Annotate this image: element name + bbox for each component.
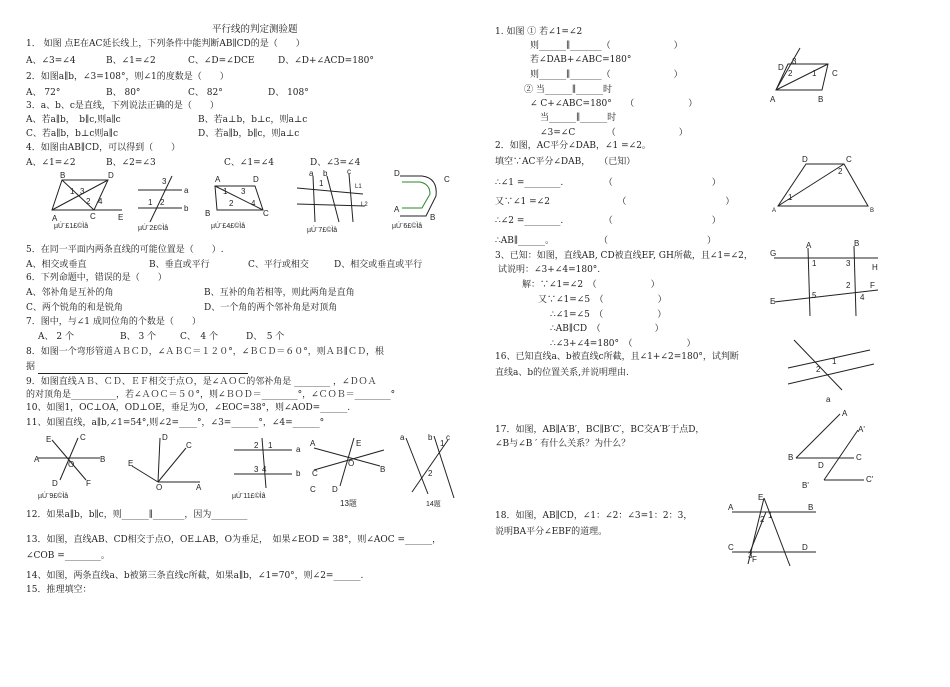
r3-line-2: 试说明：∠3+∠4=180°. — [498, 265, 601, 275]
q1-option-a: A、∠3=∠4 — [26, 56, 76, 66]
svg-text:C: C — [728, 543, 734, 552]
svg-text:C: C — [263, 209, 269, 218]
svg-text:2: 2 — [816, 365, 821, 374]
svg-text:1: 1 — [148, 198, 153, 207]
svg-text:3: 3 — [80, 187, 85, 196]
svg-text:3: 3 — [162, 177, 167, 186]
svg-text:B: B — [430, 213, 436, 222]
svg-text:A: A — [772, 208, 777, 214]
svg-text:L1: L1 — [355, 184, 362, 190]
svg-text:2: 2 — [229, 199, 234, 208]
r-question-16-line-2: 直线a、b的位置关系,并说明理由. — [495, 368, 629, 378]
q5-option-b: B、垂直或平行 — [149, 260, 210, 270]
q1-option-c: C、∠D=∠DCE — [188, 56, 255, 66]
r3-line-5: ∴∠1=∠5 （ ） — [550, 310, 667, 320]
figure-q8-bent-pipe — [392, 168, 460, 234]
svg-text:O: O — [156, 483, 163, 492]
figure-q4-parallelogram — [203, 172, 273, 234]
svg-text:H: H — [872, 263, 878, 272]
q4-option-a: A、∠1=∠2 — [26, 158, 76, 168]
svg-text:B: B — [870, 208, 875, 214]
caption-fig-3: µÚ¨£4£©Ìâ — [211, 223, 246, 230]
q3-option-a: A、若a∥b， b∥c,则a∥c — [26, 115, 121, 125]
question-2: 2．如图a∥b，∠3=108°，则∠1的度数是（ ） — [26, 72, 229, 82]
caption-fig-8: µÚ¨11£©Ìâ — [232, 493, 266, 500]
r1-line-4: 则______∥_______（ ） — [530, 70, 683, 80]
r-question-18-line-2: 说明BA平分∠EBF的道理。 — [495, 527, 608, 537]
question-1: 1． 如图 点E在AC延长线上，下列条件中能判断AB∥CD的是（ ） — [26, 39, 305, 49]
svg-text:a: a — [184, 186, 189, 195]
svg-text:B: B — [205, 209, 211, 218]
q7-option-b: B、 3 个 — [120, 332, 157, 342]
svg-text:A: A — [806, 241, 812, 250]
r1-line-6: ∠ C+∠ABC=180° （ ） — [530, 99, 698, 109]
svg-text:a: a — [400, 433, 405, 442]
caption-fig-2: µÚ¨2£©Ìâ — [138, 225, 169, 232]
svg-text:c: c — [347, 167, 351, 176]
svg-text:2: 2 — [86, 197, 91, 206]
r2-line-5: ∴∠2 =________. （ ） — [495, 216, 721, 226]
r2-line-6: ∴AB∥______。 （ ） — [495, 236, 716, 246]
question-14: 14、如图，两条直线a、b被第三条直线c所截，如果a∥b，∠1=70°，则∠2=______. — [26, 571, 364, 581]
svg-text:1: 1 — [812, 259, 817, 268]
svg-text:3: 3 — [241, 187, 246, 196]
svg-text:F: F — [870, 281, 875, 290]
q3-option-d: D、若a∥b，b∥c，则a⊥c — [198, 129, 300, 139]
svg-text:a: a — [826, 395, 831, 404]
svg-text:1: 1 — [268, 441, 273, 450]
svg-text:1: 1 — [223, 187, 228, 196]
q3-option-c: C、若a∥b，b⊥c则a∥c — [26, 129, 118, 139]
figure-q13-intersecting-lines — [310, 436, 390, 508]
figure-q2-parallel-lines — [136, 172, 204, 234]
figure-q10-rays — [128, 432, 204, 492]
question-10: 10、如图1，OC⊥OA，OD⊥OE，垂足为O，∠EOC=38°，则∠AOD=______. — [26, 403, 351, 413]
r-question-17-line-2: ∠B与∠B ′ 有什么关系？为什么？ — [495, 439, 631, 449]
figure-r18-angle-bisector — [728, 494, 824, 570]
figure-q1-parallelogram — [50, 172, 130, 234]
svg-text:4: 4 — [251, 199, 256, 208]
question-13-line-2: ∠COB =________。 — [26, 551, 110, 561]
figure-q11-parallel-lines — [232, 434, 312, 502]
svg-text:C': C' — [866, 475, 874, 484]
question-9-line-1: 9．如图直线ＡＢ、ＣＤ、ＥＦ相交于点Ｏ，是∠ＡＯＣ的邻补角是 ________ ，∠ＤＯＡ — [26, 377, 377, 387]
svg-text:B: B — [854, 239, 860, 248]
figure-q9-intersecting-lines — [34, 434, 110, 502]
svg-text:D: D — [162, 433, 168, 442]
svg-text:E: E — [770, 297, 776, 306]
q4-option-b: B、∠2=∠3 — [106, 158, 156, 168]
svg-text:D: D — [778, 63, 784, 72]
question-4: 4．如图由AB∥CD，可以得到（ ） — [26, 143, 181, 153]
r1-line-5: ② 当______∥______时 — [524, 85, 613, 95]
question-11: 11、如图直线，a∥b,∠1=54°,则∠2=____°，∠3=______°，∠4=______° — [26, 418, 325, 428]
svg-text:E: E — [356, 439, 362, 448]
svg-text:A: A — [52, 214, 58, 223]
svg-text:2: 2 — [254, 441, 259, 450]
page-title: 平行线的判定测验题 — [212, 24, 298, 35]
svg-text:B: B — [380, 465, 386, 474]
svg-text:1: 1 — [319, 179, 324, 188]
svg-text:C: C — [444, 175, 450, 184]
q8-answer-blank[interactable] — [38, 373, 248, 374]
svg-text:C: C — [856, 453, 862, 462]
r-question-16-line-1: 16、已知直线a、b被直线c所截，且∠1+∠2=180°，试判断 — [495, 352, 739, 362]
svg-text:B: B — [100, 455, 106, 464]
r3-line-3: 解：∵∠1=∠2 （ ） — [522, 280, 660, 290]
svg-text:E: E — [758, 493, 764, 502]
svg-text:a: a — [296, 445, 301, 454]
caption-fig-1: µÚ¨£1£©Ìâ — [54, 223, 89, 230]
svg-text:O: O — [348, 459, 355, 468]
svg-text:E: E — [46, 435, 52, 444]
svg-text:4: 4 — [860, 293, 865, 302]
svg-text:A: A — [770, 95, 776, 104]
svg-text:1: 1 — [440, 439, 445, 448]
q3-option-b: B、若a⊥b，b⊥c，则a⊥c — [198, 115, 308, 125]
q5-option-a: A、相交或垂直 — [26, 260, 87, 270]
svg-text:4: 4 — [98, 197, 103, 206]
svg-text:A: A — [196, 483, 202, 492]
question-9-line-2: 的对顶角是__________，若∠ＡＯＣ＝５０°，则∠ＢＯＤ＝________°，∠ＣＯＢ＝________° — [26, 390, 396, 400]
svg-text:D: D — [802, 155, 808, 164]
question-3: 3．a、b、c是直线，下列说法正确的是（ ） — [26, 101, 219, 111]
svg-text:D: D — [394, 169, 400, 178]
question-5: 5．在同一平面内两条直线的可能位置是（ ）. — [26, 245, 224, 255]
svg-text:b: b — [428, 433, 433, 442]
r3-line-6: ∴AB∥CD （ ） — [550, 324, 664, 334]
caption-fig-9: 13题 — [340, 499, 357, 508]
svg-text:A: A — [842, 409, 848, 418]
svg-text:1: 1 — [832, 357, 837, 366]
svg-text:F: F — [752, 555, 757, 564]
figure-r3-transversals — [770, 239, 886, 320]
svg-text:L2: L2 — [361, 202, 368, 208]
svg-text:5: 5 — [812, 291, 817, 300]
q6-option-d: D、一个角的两个邻补角是对顶角 — [204, 303, 338, 313]
svg-text:2: 2 — [846, 281, 851, 290]
svg-text:O: O — [68, 460, 75, 469]
q2-option-c: C、 82° — [188, 88, 223, 98]
r-question-18-line-1: 18．如图，AB∥CD，∠1：∠2：∠3=1：2：3， — [495, 511, 693, 521]
svg-text:A: A — [310, 439, 316, 448]
r-question-17-line-1: 17．如图，AB∥A′B′，BC∥B′C′，BC交A′B′于点D， — [495, 425, 705, 435]
svg-text:B': B' — [802, 481, 809, 490]
r2-line-3: ∴∠1 =________. （ ） — [495, 178, 721, 188]
svg-text:3: 3 — [846, 259, 851, 268]
figure-r2-trapezoid — [772, 150, 882, 218]
r3-line-4: 又∵∠1=∠5 （ ） — [538, 295, 667, 305]
caption-fig-4: µÚ¨7£©Ìâ — [307, 227, 338, 234]
question-8-line-2: 据 — [26, 362, 36, 372]
figure-r16-transversal — [782, 334, 878, 406]
svg-text:3: 3 — [792, 57, 797, 66]
q7-option-d: D、 5 个 — [246, 332, 285, 342]
svg-text:b: b — [184, 204, 189, 213]
q5-option-d: D、相交或垂直或平行 — [334, 260, 423, 270]
svg-text:3: 3 — [254, 465, 259, 474]
caption-fig-6: µÚ¨9£©Ìâ — [38, 493, 69, 500]
question-8-line-1: 8．如图一个弯形管道ＡＢＣＤ，∠ＡＢＣ＝１２０°，∠ＢＣＤ＝６０°，则ＡＢ∥ＣＤ，根 — [26, 347, 384, 357]
svg-text:C: C — [312, 469, 318, 478]
question-15: 15．推理填空： — [26, 585, 92, 595]
q5-option-c: C、平行或相交 — [248, 260, 309, 270]
svg-text:1: 1 — [70, 187, 75, 196]
r1-line-7: 当______∥______时 — [540, 113, 617, 123]
q4-option-d: D、∠3=∠4 — [310, 158, 361, 168]
svg-text:E: E — [128, 459, 134, 468]
svg-text:2: 2 — [838, 167, 843, 176]
svg-text:C: C — [832, 69, 838, 78]
caption-fig-10: 14题 — [426, 501, 441, 508]
svg-text:a: a — [309, 169, 314, 178]
svg-text:D: D — [253, 175, 259, 184]
svg-text:E: E — [118, 213, 124, 222]
figure-q14-transversal — [398, 432, 462, 512]
svg-text:C: C — [80, 433, 86, 442]
svg-text:A: A — [34, 455, 40, 464]
svg-text:b: b — [296, 469, 301, 478]
svg-text:A: A — [215, 175, 221, 184]
r-question-2: 2．如图，AC平分∠DAB，∠1 =∠2。 — [495, 141, 651, 151]
r1-line-3: 若∠DAB+∠ABC=180° — [530, 55, 632, 65]
question-6: 6．下列命题中，错误的是（ ） — [26, 273, 167, 283]
figure-q7-crossing-lines — [293, 167, 377, 234]
svg-text:G: G — [770, 249, 777, 258]
svg-text:3: 3 — [748, 551, 753, 560]
svg-text:C: C — [310, 485, 316, 494]
svg-text:2: 2 — [428, 469, 433, 478]
svg-text:4: 4 — [262, 465, 267, 474]
r3-line-7: ∴∠3+∠4=180° （ ） — [550, 339, 696, 349]
svg-text:1: 1 — [768, 511, 773, 520]
svg-text:B: B — [818, 95, 824, 104]
svg-text:D: D — [52, 479, 58, 488]
figure-r17-parallel-angles — [788, 408, 876, 494]
svg-text:A': A' — [858, 425, 865, 434]
r-question-3: 3、已知：如图，直线AB, CD被直线EF, GH所截，且∠1=∠2， — [495, 251, 753, 261]
q2-option-a: A、 72° — [26, 88, 61, 98]
svg-text:b: b — [323, 169, 328, 178]
svg-text:B: B — [808, 503, 814, 512]
r2-line-2: 填空∵AC平分∠DAB， （已知） — [495, 157, 636, 167]
q7-option-a: A、 2 个 — [38, 332, 74, 342]
svg-text:1: 1 — [812, 69, 817, 78]
svg-text:D: D — [818, 461, 824, 470]
q6-option-a: A、邻补角是互补的角 — [26, 288, 114, 298]
q2-option-b: B、 80° — [106, 88, 141, 98]
q6-option-b: B、互补的角若相等，则此两角是直角 — [204, 288, 355, 298]
svg-text:1: 1 — [788, 193, 793, 202]
svg-text:C: C — [90, 212, 96, 221]
figure-r1-parallelogram — [770, 44, 850, 108]
svg-text:D: D — [108, 171, 114, 180]
svg-text:F: F — [86, 479, 91, 488]
svg-text:A: A — [394, 205, 400, 214]
svg-text:D: D — [802, 543, 808, 552]
r1-line-2: 则______∥_______（ ） — [530, 41, 683, 51]
q1-option-d: D、∠D+∠ACD=180° — [278, 56, 374, 66]
q6-option-c: C、两个锐角的和是锐角 — [26, 303, 123, 313]
q4-option-c: C、∠1=∠4 — [224, 158, 274, 168]
q2-option-d: D、 108° — [268, 88, 309, 98]
svg-text:D: D — [332, 485, 338, 494]
svg-text:A: A — [728, 503, 734, 512]
svg-text:B: B — [788, 453, 794, 462]
r2-line-4: 又∵∠1 =∠2 （ ） — [495, 197, 735, 207]
q7-option-c: C、 4 个 — [180, 332, 218, 342]
svg-text:2: 2 — [160, 198, 165, 207]
svg-text:C: C — [186, 441, 192, 450]
question-12: 12．如果a∥b，b∥c，则______∥_______，因为________ — [26, 510, 248, 520]
q1-option-b: B、∠1=∠2 — [106, 56, 156, 66]
caption-fig-5: µÚ¨6£©Ìâ — [392, 223, 423, 230]
svg-text:C: C — [846, 155, 852, 164]
svg-text:2: 2 — [760, 515, 765, 524]
r-question-1: 1. 如图 ① 若∠1=∠2 — [495, 27, 583, 37]
svg-text:B: B — [60, 171, 66, 180]
question-13-line-1: 13．如图，直线AB、CD相交于点O，OE⊥AB，O为垂足， 如果∠EOD = 38°，则∠AOC =______， — [26, 535, 442, 545]
question-7: 7．图中，与∠1 成同位角的个数是（ ） — [26, 317, 201, 327]
svg-text:2: 2 — [788, 69, 793, 78]
svg-text:c: c — [446, 433, 450, 442]
r1-line-8: ∠3=∠C （ ） — [540, 128, 688, 138]
